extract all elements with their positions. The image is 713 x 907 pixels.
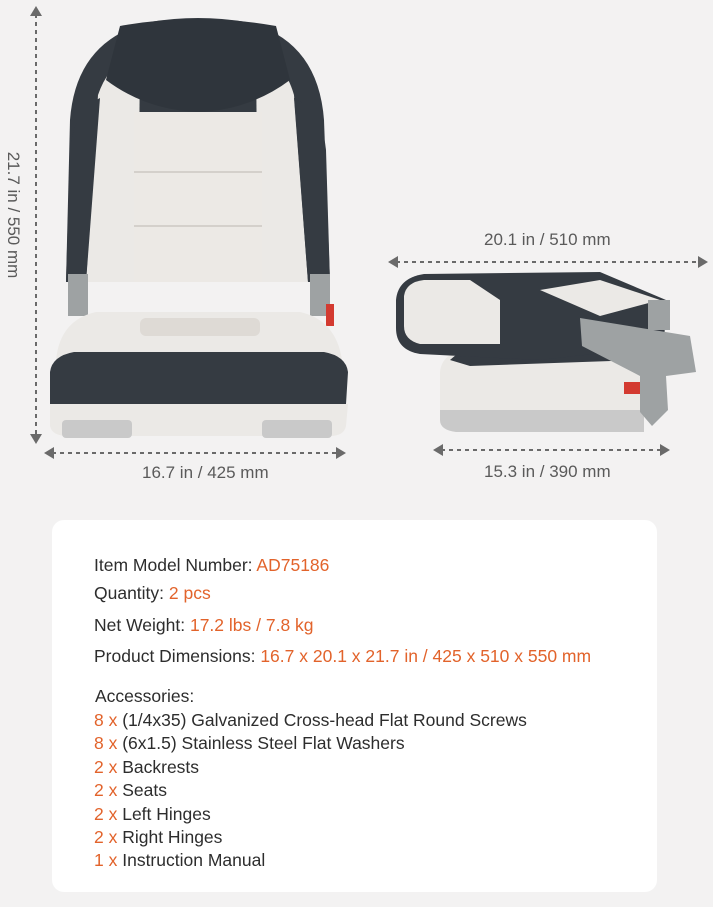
folded-width-dimension-label: 15.3 in / 390 mm (484, 462, 611, 481)
spec-value: 2 pcs (168, 583, 211, 603)
accessory-qty: 8 x (94, 710, 123, 730)
height-dimension-label: 21.7 in / 550 mm (4, 151, 23, 279)
spec-label: Net Weight: (94, 615, 190, 635)
accessory-qty: 2 x (94, 757, 123, 777)
upright-seat-image (50, 18, 348, 438)
spec-label: Quantity: (94, 583, 169, 603)
spec-label: Product Dimensions: (94, 646, 261, 666)
accessory-item (94, 733, 405, 754)
accessory-name: Instruction Manual (122, 850, 266, 870)
spec-value: 16.7 x 20.1 x 21.7 in / 425 x 510 x 550 mm (260, 646, 592, 666)
spec-product-dimensions (94, 646, 591, 667)
spec-value: 17.2 lbs / 7.8 kg (189, 615, 314, 635)
accessory-item (94, 780, 167, 801)
accessory-name: Right Hinges (122, 827, 223, 847)
spec-net-weight (94, 615, 314, 636)
accessory-name: Backrests (122, 757, 200, 777)
accessory-item (94, 757, 199, 778)
spec-quantity (94, 583, 211, 604)
accessory-name: Left Hinges (122, 804, 211, 824)
accessory-qty: 2 x (94, 827, 123, 847)
spec-label: Item Model Number: (94, 555, 257, 575)
accessory-qty: 2 x (94, 804, 123, 824)
folded-length-dimension-label: 20.1 in / 510 mm (484, 230, 611, 249)
width-dimension-label: 16.7 in / 425 mm (142, 463, 269, 482)
accessory-item (94, 804, 211, 825)
spec-model-number (94, 555, 329, 576)
accessory-qty: 1 x (94, 850, 123, 870)
accessory-item (94, 710, 527, 731)
spec-value: AD75186 (256, 555, 330, 575)
accessory-item (94, 827, 222, 848)
accessory-item (94, 850, 265, 871)
specifications-card (52, 520, 657, 892)
accessory-qty: 2 x (94, 780, 123, 800)
accessory-name: (6x1.5) Stainless Steel Flat Washers (122, 733, 405, 753)
accessory-name: Seats (122, 780, 167, 800)
accessory-name: (1/4x35) Galvanized Cross-head Flat Round Screws (122, 710, 527, 730)
folded-seat-image (396, 272, 696, 432)
accessories-heading: Accessories: (95, 686, 195, 706)
accessory-qty: 8 x (94, 733, 123, 753)
